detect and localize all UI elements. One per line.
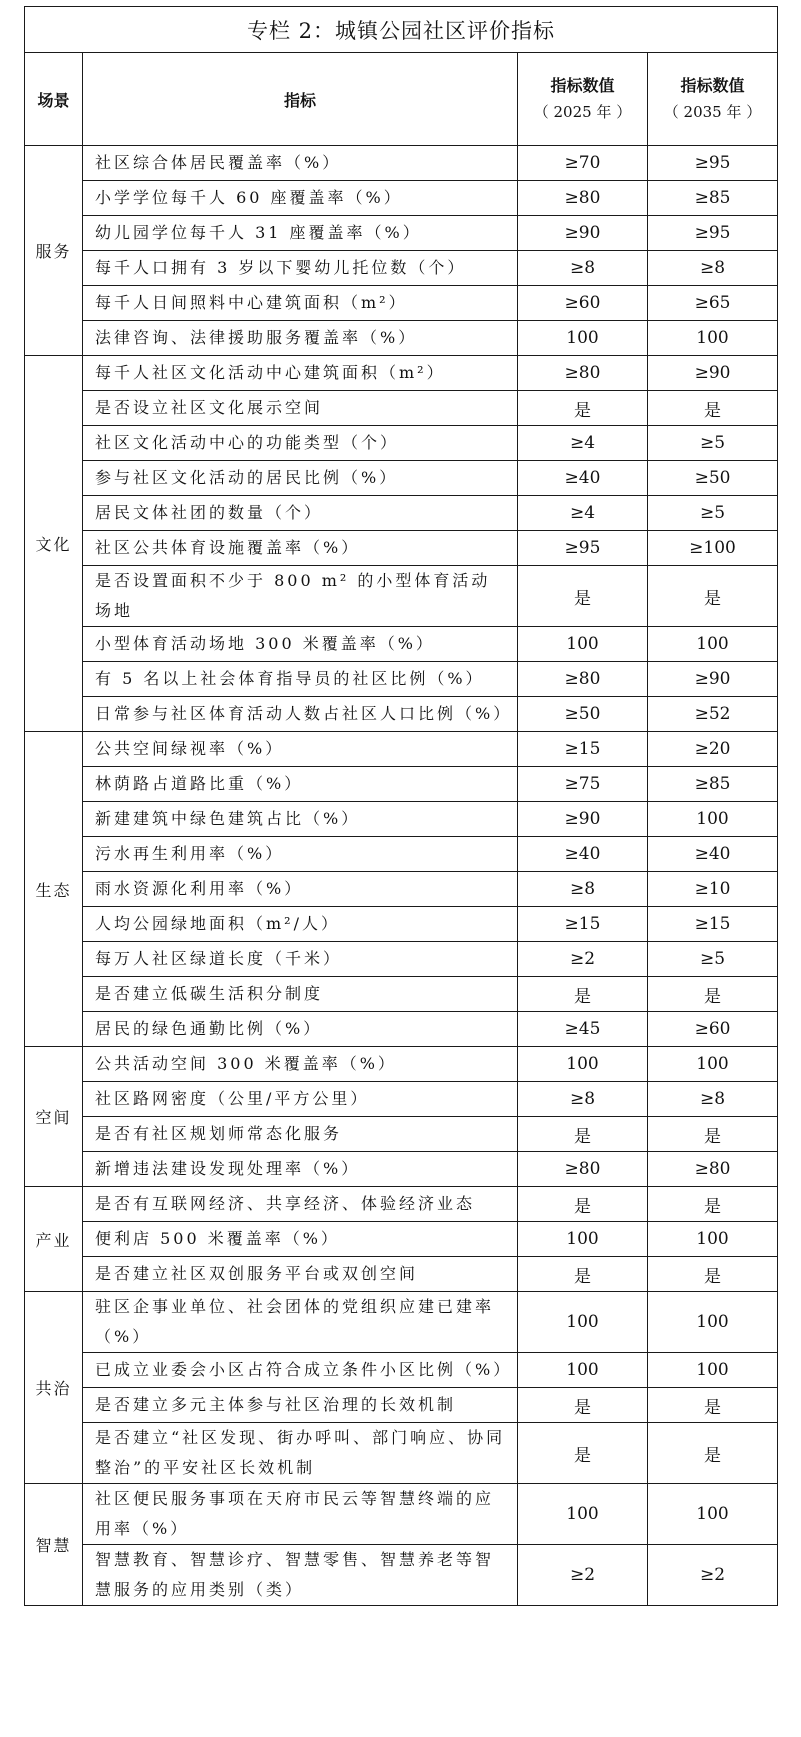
indicator-cell: 新建建筑中绿色建筑占比（%） [83,802,518,837]
indicator-cell: 社区便民服务事项在天府市民云等智慧终端的应用率（%） [83,1484,518,1545]
scene-category: 文化 [25,356,83,732]
value-2025-cell: 是 [518,391,648,426]
indicator-cell: 已成立业委会小区占符合成立条件小区比例（%） [83,1353,518,1388]
value-2035-cell: ≥80 [648,1152,778,1187]
value-2035-cell: 是 [648,1388,778,1423]
indicator-cell: 每万人社区绿道长度（千米） [83,942,518,977]
table-row [25,426,778,461]
table-row [25,662,778,697]
value-2035-cell: 是 [648,391,778,426]
indicator-cell: 居民的绿色通勤比例（%） [83,1012,518,1047]
table-row [25,461,778,496]
value-2035-cell: ≥5 [648,942,778,977]
indicator-cell: 林荫路占道路比重（%） [83,767,518,802]
table-row [25,732,778,767]
value-2035-cell: ≥65 [648,286,778,321]
value-2035-cell: 100 [648,321,778,356]
table-row [25,1388,778,1423]
value-2035-cell: ≥20 [648,732,778,767]
indicator-cell: 社区综合体居民覆盖率（%） [83,146,518,181]
evaluation-table [24,6,778,1606]
value-2025-cell: 100 [518,321,648,356]
value-2035-cell: 100 [648,1047,778,1082]
value-2025-cell: 是 [518,977,648,1012]
value-2025-cell: 是 [518,1423,648,1484]
header-value-2025 [518,53,648,146]
value-2035-cell: ≥95 [648,216,778,251]
value-2035-cell: 是 [648,566,778,627]
table-row [25,1117,778,1152]
value-2035-cell: ≥95 [648,146,778,181]
table-row [25,286,778,321]
table-row [25,767,778,802]
value-2035-cell: 是 [648,1257,778,1292]
value-2025-cell: ≥40 [518,461,648,496]
table-row [25,1545,778,1606]
value-2035-cell: ≥15 [648,907,778,942]
table-row [25,1012,778,1047]
header-year-2025: （ 2025 年 ） [533,103,632,121]
value-2025-cell: ≥80 [518,1152,648,1187]
value-2025-cell: 是 [518,1117,648,1152]
value-2035-cell: ≥85 [648,767,778,802]
scene-category: 智慧 [25,1484,83,1606]
table-row [25,1484,778,1545]
title-row [25,7,778,53]
value-2035-cell: ≥5 [648,426,778,461]
indicator-cell: 每千人口拥有 3 岁以下婴幼儿托位数（个） [83,251,518,286]
value-2025-cell: ≥15 [518,907,648,942]
indicator-cell: 是否有社区规划师常态化服务 [83,1117,518,1152]
table-row [25,321,778,356]
value-2025-cell: ≥90 [518,802,648,837]
table-row [25,1082,778,1117]
table-row [25,1222,778,1257]
scene-category: 共治 [25,1292,83,1484]
header-scene: 场景 [25,53,83,146]
value-2035-cell: ≥5 [648,496,778,531]
value-2035-cell: ≥8 [648,1082,778,1117]
indicator-cell: 雨水资源化利用率（%） [83,872,518,907]
indicator-cell: 每千人日间照料中心建筑面积（m²） [83,286,518,321]
value-2035-cell: ≥52 [648,697,778,732]
indicator-cell: 便利店 500 米覆盖率（%） [83,1222,518,1257]
scene-category: 服务 [25,146,83,356]
value-2025-cell: ≥8 [518,251,648,286]
value-2025-cell: ≥2 [518,1545,648,1606]
value-2035-cell: 是 [648,977,778,1012]
value-2025-cell: ≥50 [518,697,648,732]
header-value-2035 [648,53,778,146]
value-2035-cell: ≥85 [648,181,778,216]
value-2025-cell: ≥80 [518,181,648,216]
header-value-label: 指标数值 [680,76,745,95]
table-body [25,7,778,1606]
value-2035-cell: 100 [648,1222,778,1257]
value-2025-cell: 100 [518,627,648,662]
table-row [25,1353,778,1388]
indicator-cell: 是否设立社区文化展示空间 [83,391,518,426]
indicator-cell: 是否建立多元主体参与社区治理的长效机制 [83,1388,518,1423]
value-2025-cell: 是 [518,566,648,627]
value-2025-cell: ≥4 [518,426,648,461]
value-2035-cell: 100 [648,1292,778,1353]
indicator-cell: 是否建立“社区发现、街办呼叫、部门响应、协同整治”的平安社区长效机制 [83,1423,518,1484]
value-2025-cell: ≥45 [518,1012,648,1047]
indicator-cell: 新增违法建设发现处理率（%） [83,1152,518,1187]
value-2025-cell: ≥90 [518,216,648,251]
value-2035-cell: ≥60 [648,1012,778,1047]
value-2025-cell: ≥8 [518,872,648,907]
table-row [25,356,778,391]
table-wrapper [24,6,777,1606]
table-row [25,181,778,216]
table-row [25,1152,778,1187]
header-value-label: 指标数值 [550,76,615,95]
table-row [25,391,778,426]
value-2025-cell: ≥2 [518,942,648,977]
value-2035-cell: ≥8 [648,251,778,286]
value-2025-cell: 100 [518,1222,648,1257]
header-row [25,53,778,146]
table-row [25,1047,778,1082]
table-row [25,496,778,531]
value-2035-cell: ≥10 [648,872,778,907]
table-row [25,566,778,627]
value-2025-cell: 是 [518,1257,648,1292]
table-row [25,251,778,286]
indicator-cell: 是否建立低碳生活积分制度 [83,977,518,1012]
value-2035-cell: ≥2 [648,1545,778,1606]
value-2025-cell: ≥70 [518,146,648,181]
value-2025-cell: ≥60 [518,286,648,321]
value-2035-cell: ≥100 [648,531,778,566]
indicator-cell: 社区文化活动中心的功能类型（个） [83,426,518,461]
table-row [25,531,778,566]
table-row [25,1423,778,1484]
table-title: 专栏 2：城镇公园社区评价指标 [25,7,778,53]
table-row [25,697,778,732]
indicator-cell: 社区路网密度（公里/平方公里） [83,1082,518,1117]
indicator-cell: 每千人社区文化活动中心建筑面积（m²） [83,356,518,391]
value-2025-cell: 100 [518,1047,648,1082]
table-row [25,146,778,181]
indicator-cell: 污水再生利用率（%） [83,837,518,872]
value-2025-cell: 100 [518,1353,648,1388]
value-2025-cell: ≥15 [518,732,648,767]
table-row [25,1292,778,1353]
table-row [25,1187,778,1222]
header-year-2035: （ 2035 年 ） [663,103,762,121]
value-2025-cell: 是 [518,1187,648,1222]
value-2035-cell: 100 [648,627,778,662]
value-2025-cell: ≥75 [518,767,648,802]
value-2035-cell: 是 [648,1423,778,1484]
indicator-cell: 日常参与社区体育活动人数占社区人口比例（%） [83,697,518,732]
value-2025-cell: ≥40 [518,837,648,872]
indicator-cell: 是否建立社区双创服务平台或双创空间 [83,1257,518,1292]
scene-category: 生态 [25,732,83,1047]
value-2025-cell: ≥80 [518,356,648,391]
value-2035-cell: 100 [648,802,778,837]
indicator-cell: 公共活动空间 300 米覆盖率（%） [83,1047,518,1082]
indicator-cell: 驻区企事业单位、社会团体的党组织应建已建率（%） [83,1292,518,1353]
indicator-cell: 幼儿园学位每千人 31 座覆盖率（%） [83,216,518,251]
value-2035-cell: ≥90 [648,662,778,697]
scene-category: 产业 [25,1187,83,1292]
indicator-cell: 参与社区文化活动的居民比例（%） [83,461,518,496]
value-2025-cell: ≥8 [518,1082,648,1117]
indicator-cell: 有 5 名以上社会体育指导员的社区比例（%） [83,662,518,697]
indicator-cell: 公共空间绿视率（%） [83,732,518,767]
indicator-cell: 小学学位每千人 60 座覆盖率（%） [83,181,518,216]
value-2035-cell: 100 [648,1353,778,1388]
indicator-cell: 人均公园绿地面积（m²/人） [83,907,518,942]
table-row [25,837,778,872]
table-row [25,977,778,1012]
value-2025-cell: 100 [518,1292,648,1353]
value-2035-cell: 100 [648,1484,778,1545]
table-row [25,802,778,837]
value-2035-cell: 是 [648,1187,778,1222]
indicator-cell: 法律咨询、法律援助服务覆盖率（%） [83,321,518,356]
value-2025-cell: 100 [518,1484,648,1545]
table-row [25,907,778,942]
value-2025-cell: 是 [518,1388,648,1423]
table-row [25,942,778,977]
indicator-cell: 小型体育活动场地 300 米覆盖率（%） [83,627,518,662]
value-2035-cell: ≥90 [648,356,778,391]
scene-category: 空间 [25,1047,83,1187]
value-2025-cell: ≥95 [518,531,648,566]
indicator-cell: 是否设置面积不少于 800 m² 的小型体育活动场地 [83,566,518,627]
header-indicator: 指标 [83,53,518,146]
indicator-cell: 是否有互联网经济、共享经济、体验经济业态 [83,1187,518,1222]
table-row [25,216,778,251]
value-2035-cell: 是 [648,1117,778,1152]
value-2035-cell: ≥50 [648,461,778,496]
indicator-cell: 居民文体社团的数量（个） [83,496,518,531]
table-row [25,627,778,662]
value-2035-cell: ≥40 [648,837,778,872]
value-2025-cell: ≥4 [518,496,648,531]
table-row [25,1257,778,1292]
value-2025-cell: ≥80 [518,662,648,697]
indicator-cell: 智慧教育、智慧诊疗、智慧零售、智慧养老等智慧服务的应用类别（类） [83,1545,518,1606]
indicator-cell: 社区公共体育设施覆盖率（%） [83,531,518,566]
table-row [25,872,778,907]
